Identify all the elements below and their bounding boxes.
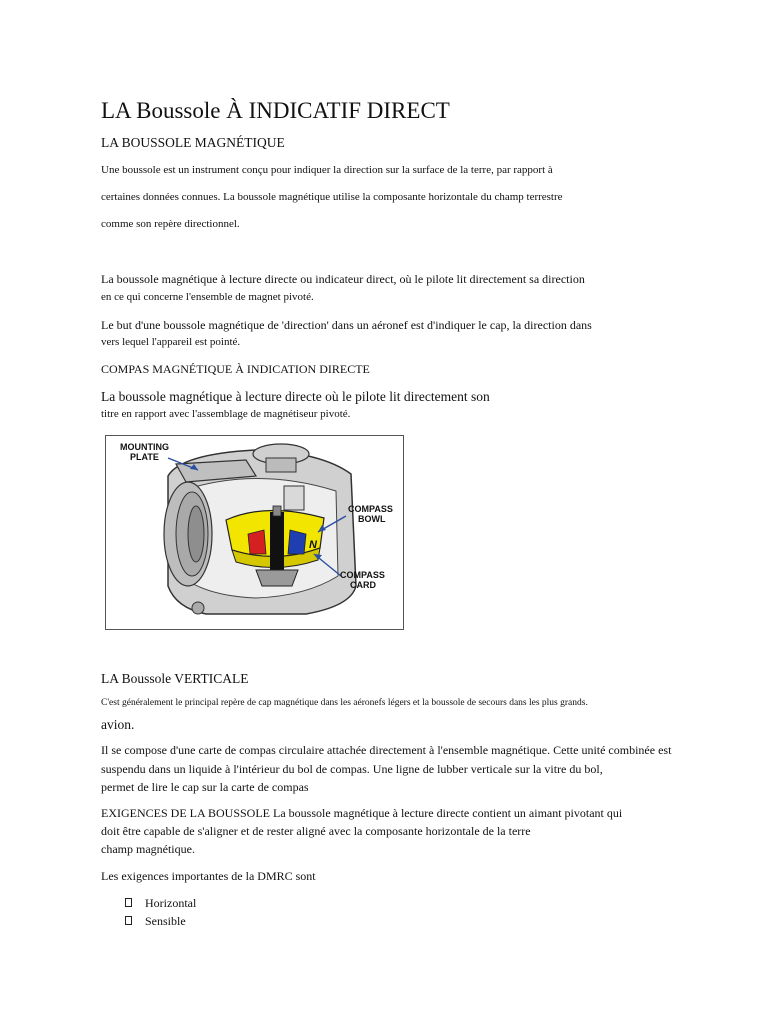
label-plate: PLATE xyxy=(130,452,159,462)
list-item-label: Sensible xyxy=(145,914,186,928)
paragraph-line: en ce qui concerne l'ensemble de magnet pivoté. xyxy=(101,291,314,303)
paragraph-line: permet de lire le cap sur la carte de compas xyxy=(101,780,309,794)
list-item-label: Horizontal xyxy=(145,896,197,910)
pivot-cup xyxy=(256,570,298,586)
paragraph-line: comme son repère directionnel. xyxy=(101,218,240,230)
checkbox-icon xyxy=(125,916,132,925)
paragraph-line: vers lequel l'appareil est pointé. xyxy=(101,336,241,348)
red-magnet xyxy=(248,530,266,554)
label-compass-bowl-1: COMPASS xyxy=(348,504,393,514)
page-title: LA Boussole À INDICATIF DIRECT xyxy=(101,98,450,123)
label-compass-card-2: CARD xyxy=(350,580,376,590)
paragraph-line: Les exigences importantes de la DMRC sont xyxy=(101,869,316,883)
gear-assembly xyxy=(284,486,304,510)
paragraph-line: titre en rapport avec l'assemblage de magnétiseur pivoté. xyxy=(101,408,351,420)
paragraph-line: EXIGENCES DE LA BOUSSOLE La boussole magnétique à lecture directe contient un aimant pivotant qui xyxy=(101,806,623,820)
paragraph-line: suspendu dans un liquide à l'intérieur du bol de compas. Une ligne de lubber verticale sur la vitre du bol, xyxy=(101,762,603,776)
paragraph-line: avion. xyxy=(101,717,135,732)
paragraph-line: Une boussole est un instrument conçu pour indiquer la direction sur la surface de la terre, par rapport à xyxy=(101,164,553,176)
paragraph-line: C'est généralement le principal repère de cap magnétique dans les aéronefs légers et la boussole de secours dans les plus grands. xyxy=(101,698,588,708)
compass-diagram xyxy=(105,435,404,630)
label-compass-bowl-2: BOWL xyxy=(358,514,386,524)
label-compass-card-1: COMPASS xyxy=(340,570,385,580)
adjust-screw-icon xyxy=(192,602,204,614)
cap-body xyxy=(266,458,296,472)
north-mark: N xyxy=(309,539,317,551)
paragraph-line: Le but d'une boussole magnétique de 'direction' dans un aéronef est d'indiquer le cap, la direction dans xyxy=(101,318,592,332)
pivot-post xyxy=(270,512,284,570)
checkbox-icon xyxy=(125,898,132,907)
paragraph-line: champ magnétique. xyxy=(101,842,195,856)
label-mounting: MOUNTING xyxy=(120,442,169,452)
paragraph-line: Il se compose d'une carte de compas circulaire attachée directement à l'ensemble magnétique. Cette unité combinée est xyxy=(101,743,672,757)
paragraph-line: La boussole magnétique à lecture directe où le pilote lit directement son xyxy=(101,389,490,404)
blue-magnet xyxy=(288,530,306,554)
paragraph-line: La boussole magnétique à lecture directe ou indicateur direct, où le pilote lit directement sa direction xyxy=(101,272,585,286)
list-item xyxy=(125,915,186,927)
paragraph-line: certaines données connues. La boussole magnétique utilise la composante horizontale du champ terrestre xyxy=(101,191,563,203)
paragraph-line: doit être capable de s'aligner et de rester aligné avec la composante horizontale de la terre xyxy=(101,824,531,838)
compass-illustration xyxy=(106,436,403,629)
section-heading-compas-magnetique: COMPAS MAGNÉTIQUE À INDICATION DIRECTE xyxy=(101,362,370,376)
list-item xyxy=(125,897,196,909)
section-heading-boussole-verticale: LA Boussole VERTICALE xyxy=(101,671,249,686)
pivot-jewel xyxy=(273,506,281,516)
section-heading-boussole-magnetique: LA BOUSSOLE MAGNÉTIQUE xyxy=(101,135,285,150)
bezel-lens xyxy=(188,506,204,562)
